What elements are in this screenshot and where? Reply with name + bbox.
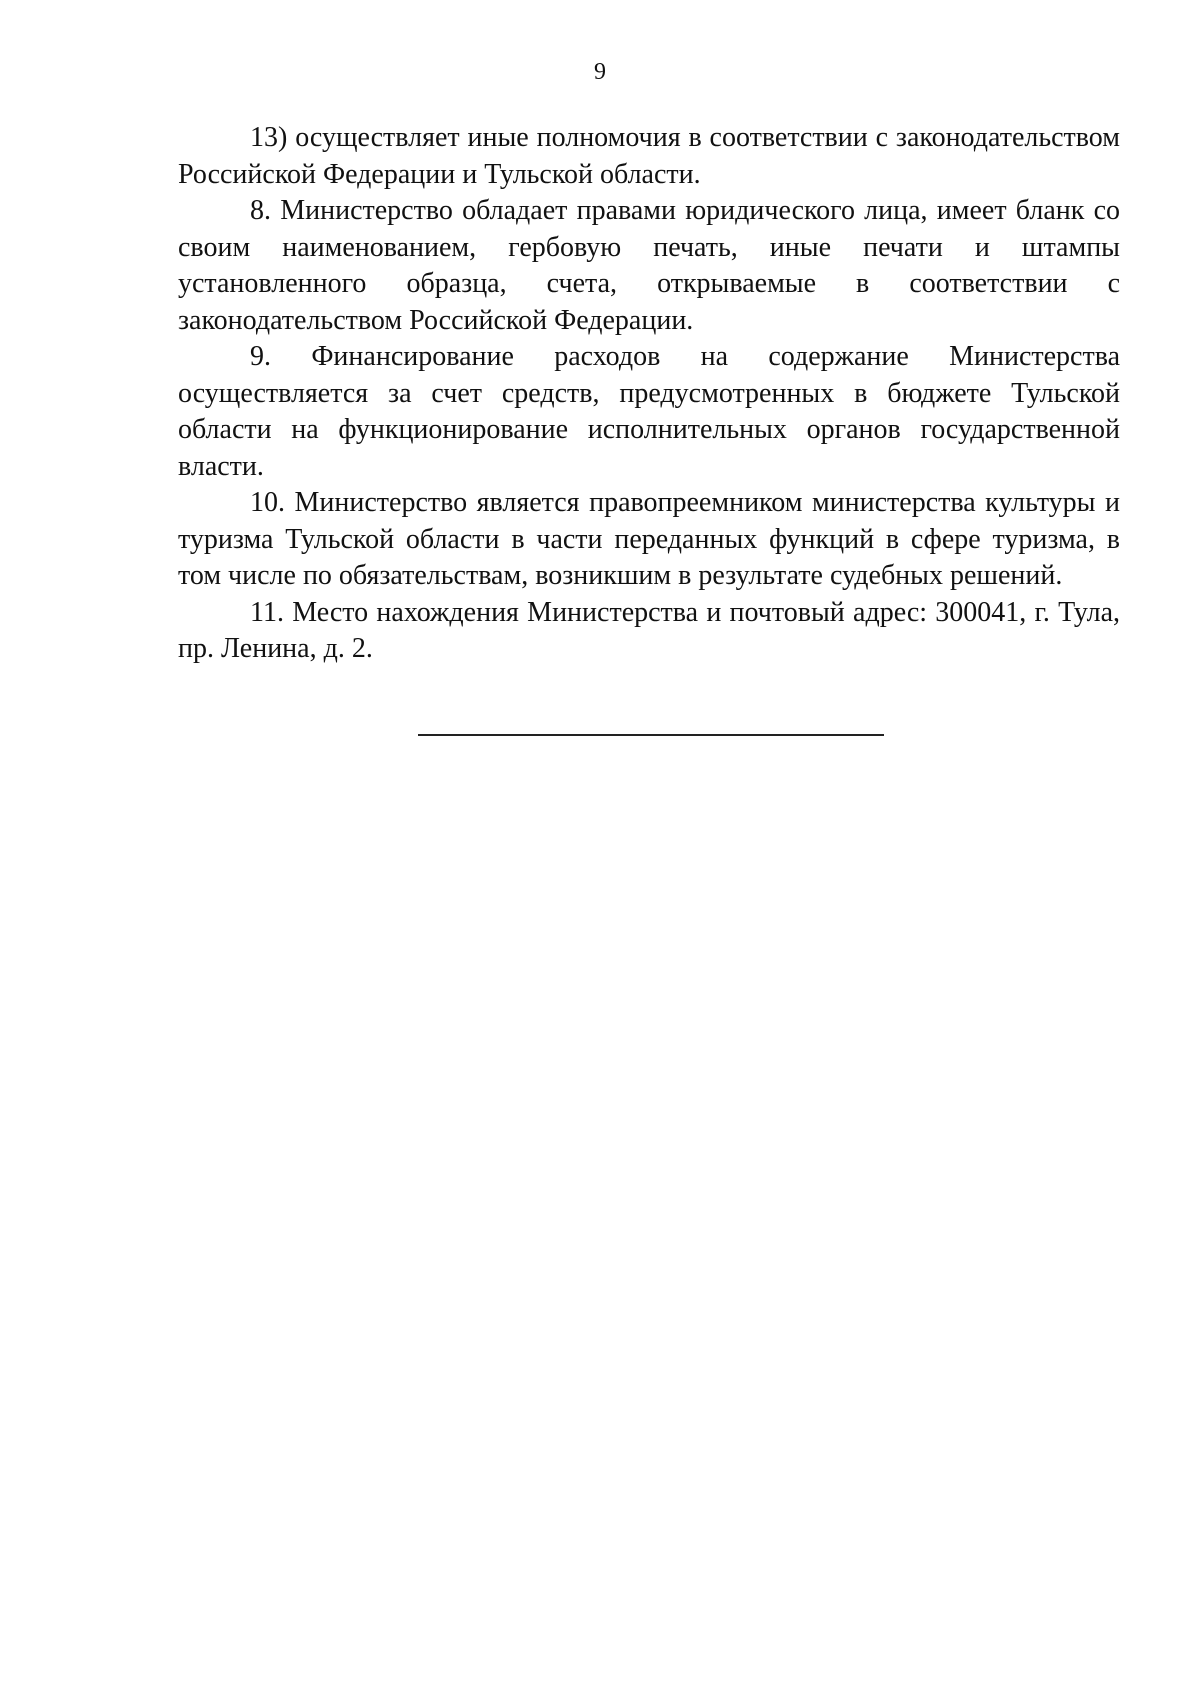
end-separator-line [418, 734, 884, 736]
paragraph-8-legal-entity: 8. Министерство обладает правами юридического лица, имеет бланк со своим наименованием, гербовую печать, иные печати и штампы установленного образца, счета, открываемые в соответствии с законодательством Российской Федерации. [178, 195, 1120, 336]
paragraph-item-13: 13) осуществляет иные полномочия в соответствии с законодательством Российской Федерации и Тульской области. [178, 122, 1120, 190]
paragraph-9-financing: 9. Финансирование расходов на содержание Министерства осуществляется за счет средств, предусмотренных в бюджете Тульской области на функционирование исполнительных органов государственной власти. [178, 341, 1120, 482]
paragraph-11-address: 11. Место нахождения Министерства и почтовый адрес: 300041, г. Тула, пр. Ленина, д. 2. [178, 596, 1120, 664]
paragraph-10-successor: 10. Министерство является правопреемником министерства культуры и туризма Тульской области в части переданных функций в сфере туризма, в том числе по обязательствам, возникшим в результате судебных решений. [178, 487, 1120, 591]
page-number: 9 [594, 59, 606, 85]
document-body [178, 120, 1120, 668]
